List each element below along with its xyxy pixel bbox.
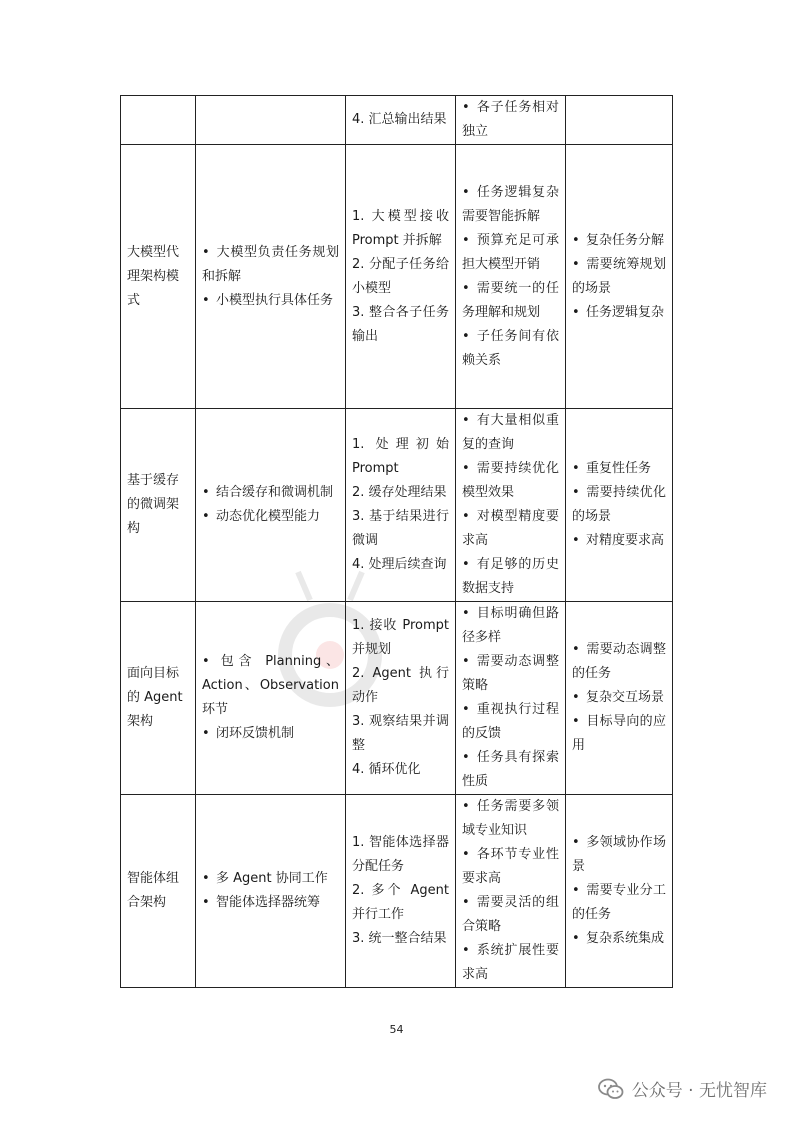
- bullet-item: [572, 301, 666, 325]
- bullet-icon: •: [462, 280, 470, 296]
- flow-step: [352, 433, 449, 481]
- bullet-item: [462, 650, 559, 698]
- bullet-item: [202, 241, 339, 289]
- cell-text: 需要专业分工的任务: [572, 883, 666, 922]
- row-name-line: [127, 686, 189, 710]
- cell-name: [121, 795, 196, 988]
- bullet-icon: •: [572, 533, 580, 548]
- bullet-item: [462, 843, 559, 891]
- cell-text: 4. 处理后续查询: [352, 557, 447, 572]
- cell-text: 需要统一的任务理解和规划: [462, 280, 559, 320]
- flow-step: [352, 614, 449, 662]
- row-name-line: [127, 891, 189, 915]
- cell-text: 需要动态调整策略: [462, 654, 559, 693]
- row-name-line: [127, 517, 189, 541]
- cell-text: 1. 大模型接收 Prompt 并拆解: [352, 208, 449, 248]
- bullet-icon: •: [462, 461, 470, 476]
- cell-text: 的微调架: [127, 497, 180, 512]
- cell-text: 2. Agent 执行动作: [352, 666, 449, 705]
- bullet-icon: •: [462, 606, 470, 621]
- cell-text: 目标明确但路径多样: [462, 606, 559, 645]
- bullet-icon: •: [462, 702, 470, 717]
- bullet-icon: •: [202, 244, 210, 260]
- cell-text: 3. 统一整合结果: [352, 931, 447, 946]
- row-name-line: [127, 710, 189, 734]
- bullet-item: [462, 891, 559, 939]
- row-name-line: [127, 662, 189, 686]
- row-name-line: [127, 289, 189, 313]
- cell-text: 重视执行过程的反馈: [462, 702, 559, 741]
- bullet-item: [202, 289, 339, 313]
- bullet-icon: •: [462, 413, 470, 428]
- cell-flow: [346, 602, 456, 795]
- bullet-icon: •: [462, 232, 470, 248]
- bullet-item: [572, 686, 666, 710]
- cell-text: 理架构模: [127, 268, 180, 284]
- cell-scenarios: [566, 145, 673, 409]
- bullet-item: [462, 181, 559, 229]
- table-row: [121, 602, 673, 795]
- flow-step: [352, 481, 449, 505]
- cell-text: 小模型执行具体任务: [216, 292, 334, 308]
- cell-text: 目标导向的应用: [572, 714, 666, 753]
- bullet-icon: •: [462, 895, 470, 910]
- bullet-icon: •: [462, 654, 470, 669]
- cell-text: 包含 Planning、Action、Observation 环节: [202, 654, 339, 717]
- row-name-line: [127, 469, 189, 493]
- cell-features: [196, 602, 346, 795]
- bullet-item: [462, 553, 559, 601]
- bullet-icon: •: [572, 931, 580, 946]
- flow-step: [352, 831, 449, 879]
- bullet-icon: •: [462, 328, 470, 344]
- cell-text: 预算充足可承担大模型开销: [462, 232, 559, 272]
- bullet-item: [572, 253, 666, 301]
- bullet-icon: •: [572, 304, 580, 320]
- row-name-line: [127, 867, 189, 891]
- bullet-icon: •: [202, 485, 210, 500]
- cell-text: 合架构: [127, 895, 167, 910]
- cell-text: 2. 多个 Agent 并行工作: [352, 883, 449, 922]
- cell-text: 4. 循环优化: [352, 762, 421, 777]
- cell-text: 有大量相似重复的查询: [462, 413, 559, 452]
- bullet-item: [462, 96, 559, 144]
- bullet-icon: •: [572, 835, 580, 850]
- flow-step: [352, 879, 449, 927]
- row-name-line: [127, 265, 189, 289]
- flow-step: [352, 553, 449, 577]
- cell-text: 任务逻辑复杂: [586, 304, 665, 320]
- flow-step: [352, 662, 449, 710]
- table-row: [121, 795, 673, 988]
- bullet-item: [462, 939, 559, 987]
- bullet-item: [572, 229, 666, 253]
- cell-text: 任务需要多领域专业知识: [462, 799, 559, 838]
- bullet-item: [202, 722, 339, 746]
- wechat-icon: [598, 1078, 624, 1100]
- cell-text: 构: [127, 521, 141, 536]
- architecture-comparison-table: [120, 95, 673, 988]
- bullet-icon: •: [572, 256, 580, 272]
- bullet-item: [572, 879, 666, 927]
- cell-name: [121, 409, 196, 602]
- bullet-item: [572, 831, 666, 879]
- cell-name: [121, 145, 196, 409]
- cell-text: 3. 基于结果进行微调: [352, 509, 449, 548]
- cell-text: 1. 接收 Prompt 并规划: [352, 618, 449, 657]
- table-row: [121, 96, 673, 145]
- cell-text: 复杂交互场景: [586, 690, 665, 705]
- bullet-icon: •: [462, 847, 470, 862]
- cell-flow: [346, 145, 456, 409]
- cell-text: 2. 分配子任务给小模型: [352, 256, 449, 296]
- bullet-item: [572, 638, 666, 686]
- bullet-icon: •: [462, 557, 470, 572]
- bullet-item: [202, 650, 339, 722]
- bullet-icon: •: [202, 895, 210, 910]
- cell-text: 结合缓存和微调机制: [216, 485, 334, 500]
- cell-text: 智能体组: [127, 871, 180, 886]
- cell-text: 3. 观察结果并调整: [352, 714, 449, 753]
- cell-scenarios: [566, 795, 673, 988]
- bullet-item: [462, 505, 559, 553]
- cell-text: 大模型代: [127, 244, 180, 260]
- table-row: [121, 409, 673, 602]
- bullet-item: [462, 746, 559, 794]
- cell-text: 4. 汇总输出结果: [352, 112, 447, 127]
- cell-features: [196, 96, 346, 145]
- cell-text: 子任务间有依赖关系: [462, 328, 559, 368]
- bullet-item: [462, 277, 559, 325]
- row-name-line: [127, 493, 189, 517]
- cell-text: 多 Agent 协同工作: [216, 871, 328, 886]
- bullet-icon: •: [572, 232, 580, 248]
- bullet-icon: •: [572, 690, 580, 705]
- bullet-item: [572, 927, 666, 951]
- cell-text: 2. 缓存处理结果: [352, 485, 447, 500]
- bullet-icon: •: [462, 100, 470, 115]
- bullet-item: [462, 457, 559, 505]
- bullet-item: [462, 409, 559, 457]
- bullet-icon: •: [572, 642, 580, 657]
- bullet-icon: •: [462, 184, 470, 200]
- cell-text: 智能体选择器统筹: [216, 895, 321, 910]
- footer-brand: [598, 1076, 767, 1101]
- cell-text: 系统扩展性要求高: [462, 943, 559, 982]
- cell-features: [196, 145, 346, 409]
- table-row: [121, 145, 673, 409]
- cell-conditions: [456, 602, 566, 795]
- flow-step: [352, 758, 449, 782]
- bullet-icon: •: [202, 509, 210, 524]
- cell-text: 重复性任务: [586, 461, 652, 476]
- bullet-item: [572, 710, 666, 758]
- row-name-line: [127, 241, 189, 265]
- bullet-item: [462, 795, 559, 843]
- cell-text: 需要持续优化的场景: [572, 485, 666, 524]
- cell-text: 闭环反馈机制: [216, 726, 295, 741]
- cell-text: 需要灵活的组合策略: [462, 895, 559, 934]
- cell-text: 复杂系统集成: [586, 931, 665, 946]
- flow-step: [352, 108, 449, 132]
- cell-text: 架构: [127, 714, 154, 729]
- cell-flow: [346, 96, 456, 145]
- cell-text: 1. 智能体选择器分配任务: [352, 835, 449, 874]
- bullet-icon: •: [572, 461, 580, 476]
- bullet-icon: •: [462, 509, 470, 524]
- cell-conditions: [456, 795, 566, 988]
- cell-text: 有足够的历史数据支持: [462, 557, 559, 596]
- cell-text: 1. 处理初始 Prompt: [352, 437, 449, 476]
- cell-features: [196, 795, 346, 988]
- bullet-icon: •: [462, 943, 470, 958]
- bullet-icon: •: [202, 871, 210, 886]
- cell-text: 任务逻辑复杂需要智能拆解: [462, 184, 559, 224]
- cell-text: 需要统筹规划的场景: [572, 256, 666, 296]
- cell-text: 各环节专业性要求高: [462, 847, 559, 886]
- bullet-item: [572, 481, 666, 529]
- cell-scenarios: [566, 409, 673, 602]
- flow-step: [352, 927, 449, 951]
- flow-step: [352, 505, 449, 553]
- bullet-item: [202, 867, 339, 891]
- bullet-item: [202, 505, 339, 529]
- bullet-item: [202, 891, 339, 915]
- bullet-icon: •: [572, 883, 580, 898]
- cell-text: 的 Agent: [127, 690, 183, 705]
- flow-step: [352, 301, 449, 349]
- cell-text: 基于缓存: [127, 473, 180, 488]
- bullet-icon: •: [462, 799, 470, 814]
- cell-features: [196, 409, 346, 602]
- cell-name: [121, 96, 196, 145]
- cell-conditions: [456, 409, 566, 602]
- cell-text: 面向目标: [127, 666, 180, 681]
- bullet-item: [462, 698, 559, 746]
- cell-text: 各子任务相对独立: [462, 100, 559, 139]
- cell-text: 需要动态调整的任务: [572, 642, 666, 681]
- bullet-icon: •: [572, 714, 580, 729]
- bullet-item: [572, 457, 666, 481]
- flow-step: [352, 205, 449, 253]
- cell-text: 对精度要求高: [586, 533, 665, 548]
- cell-scenarios: [566, 602, 673, 795]
- bullet-item: [462, 602, 559, 650]
- bullet-icon: •: [462, 750, 470, 765]
- bullet-icon: •: [572, 485, 580, 500]
- bullet-item: [572, 529, 666, 553]
- flow-step: [352, 710, 449, 758]
- cell-text: 式: [127, 292, 141, 308]
- flow-step: [352, 253, 449, 301]
- bullet-icon: •: [202, 292, 210, 308]
- cell-text: 多领域协作场景: [572, 835, 666, 874]
- bullet-item: [462, 229, 559, 277]
- cell-text: 复杂任务分解: [586, 232, 665, 248]
- cell-text: 大模型负责任务规划和拆解: [202, 244, 339, 284]
- bullet-icon: •: [202, 654, 210, 669]
- cell-name: [121, 602, 196, 795]
- cell-scenarios: [566, 96, 673, 145]
- cell-text: 任务具有探索性质: [462, 750, 559, 789]
- cell-text: 对模型精度要求高: [462, 509, 559, 548]
- page-number: 54: [389, 1023, 404, 1036]
- cell-text: 3. 整合各子任务输出: [352, 304, 449, 344]
- cell-conditions: [456, 145, 566, 409]
- bullet-icon: •: [202, 726, 210, 741]
- bullet-item: [462, 325, 559, 373]
- cell-flow: [346, 409, 456, 602]
- footer-brand-text: 公众号 · 无忧智库: [631, 1081, 767, 1101]
- cell-text: 需要持续优化模型效果: [462, 461, 559, 500]
- cell-text: 动态优化模型能力: [216, 509, 321, 524]
- cell-flow: [346, 795, 456, 988]
- cell-conditions: [456, 96, 566, 145]
- bullet-item: [202, 481, 339, 505]
